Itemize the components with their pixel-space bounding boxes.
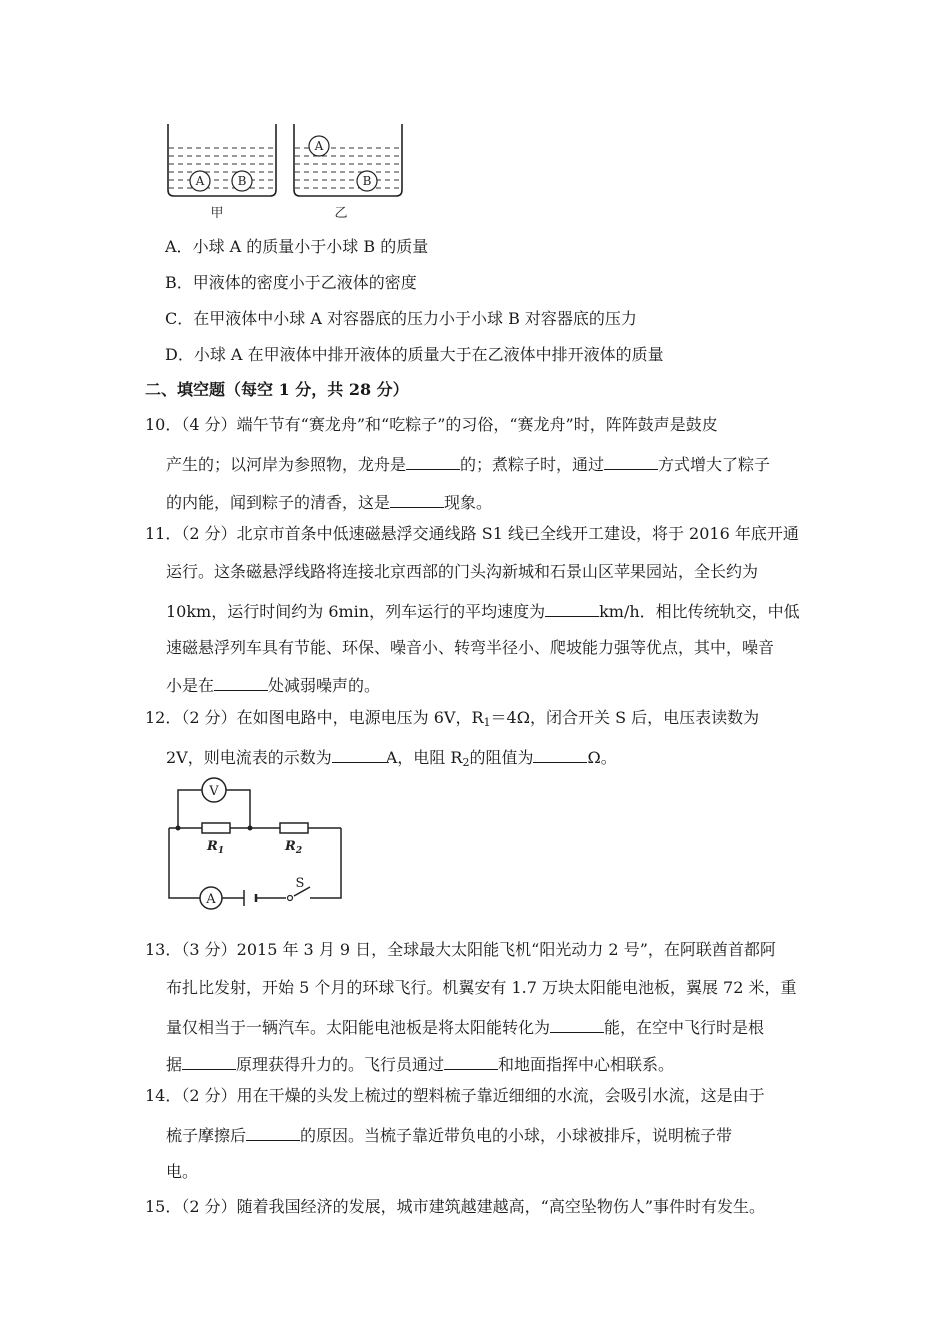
question-15-line: 15．（2 分）随着我国经济的发展，城市建筑越建越高，“高空坠物伤人”事件时有发生。 (145, 1197, 766, 1216)
answer-blank (406, 453, 460, 470)
option-a: A．小球 A 的质量小于小球 B 的质量 (165, 237, 429, 256)
resistor-r1 (202, 823, 230, 833)
answer-blank (246, 1124, 300, 1141)
ammeter-label: A (206, 892, 216, 907)
question-13-line: 量仅相当于一辆汽车。太阳能电池板是将太阳能转化为 能，在空中飞行时是根 (166, 1018, 765, 1037)
question-11-line: 11．（2 分）北京市首条中低速磁悬浮交通线路 S1 线已全线开工建设，将于 2016 年底开通 (145, 524, 799, 543)
answer-blank (214, 674, 268, 691)
caption-jia: 甲 (210, 206, 224, 221)
ball-b-label: B (362, 174, 372, 188)
junction-dot (248, 826, 253, 831)
ball-a-label: A (195, 174, 205, 188)
question-11-line: 速磁悬浮列车具有节能、环保、噪音小、转弯半径小、爬坡能力强等优点，其中，噪音 (166, 638, 775, 657)
junction-dot (176, 826, 181, 831)
r1-label: $R_1$ (207, 839, 225, 856)
section-title: 二、填空题（每空 1 分，共 28 分） (145, 380, 409, 399)
switch-label: S (295, 876, 305, 891)
question-11-line: 运行。这条磁悬浮线路将连接北京西部的门头沟新城和石景山区苹果园站，全长约为 (166, 562, 759, 581)
answer-blank (550, 1016, 604, 1033)
question-10-line: 的内能，闻到粽子的清香，这是 现象。 (166, 493, 493, 512)
beakers-figure (160, 118, 410, 228)
question-11-line: 10km，运行时间约为 6min，列车运行的平均速度为 km/h．相比传统轨交，中低 (166, 602, 800, 621)
question-10-line: 产生的；以河岸为参照物，龙舟是 的；煮粽子时，通过 方式增大了粽子 (166, 455, 771, 474)
question-13-line: 13．（3 分）2015 年 3 月 9 日，全球最大太阳能飞机“阳光动力 2 号”，在阿联酋首都阿 (145, 940, 776, 959)
answer-blank (444, 1053, 498, 1070)
question-12-line: 12．（2 分）在如图电路中，电源电压为 6V，$R_1=4\Omega$，闭合开关 S 后，电压表读数为 (145, 708, 760, 729)
question-14-line: 电。 (166, 1162, 199, 1181)
answer-blank (332, 746, 386, 763)
option-c: C．在甲液体中小球 A 对容器底的压力小于小球 B 对容器底的压力 (165, 309, 637, 328)
answer-blank (604, 453, 658, 470)
caption-yi: 乙 (334, 206, 348, 221)
r2-label: $R_2$ (285, 839, 303, 856)
answer-blank (533, 746, 587, 763)
ball-b-label: B (237, 174, 247, 188)
question-12-line: 2V，则电流表的示数为 A，电阻 $R_2$的阻值为 Ω。 (166, 748, 617, 769)
answer-blank (182, 1053, 236, 1070)
question-11-line: 小是在 处减弱噪声的。 (166, 676, 381, 695)
question-14-line: 梳子摩擦后 的原因。当梳子靠近带负电的小球，小球被排斥，说明梳子带 (166, 1126, 733, 1145)
switch-contact (288, 896, 293, 901)
answer-blank (390, 491, 444, 508)
voltmeter-label: V (209, 784, 219, 799)
question-13-line: 据 原理获得升力的。飞行员通过 和地面指挥中心相联系。 (166, 1055, 675, 1074)
question-14-line: 14．（2 分）用在干燥的头发上梳过的塑料梳子靠近细细的水流，会吸引水流，这是由于 (145, 1086, 765, 1105)
option-b: B．甲液体的密度小于乙液体的密度 (165, 273, 417, 292)
answer-blank (545, 600, 599, 617)
circuit-diagram (160, 775, 360, 915)
option-d: D．小球 A 在甲液体中排开液体的质量大于在乙液体中排开液体的质量 (165, 345, 664, 364)
ball-a-label: A (314, 139, 324, 153)
question-13-line: 布扎比发射，开始 5 个月的环球飞行。机翼安有 1.7 万块太阳能电池板，翼展 72 米，重 (166, 978, 797, 997)
resistor-r2 (280, 823, 308, 833)
question-10-line: 10．（4 分）端午节有“赛龙舟”和“吃粽子”的习俗，“赛龙舟”时，阵阵鼓声是鼓皮 (145, 415, 718, 434)
